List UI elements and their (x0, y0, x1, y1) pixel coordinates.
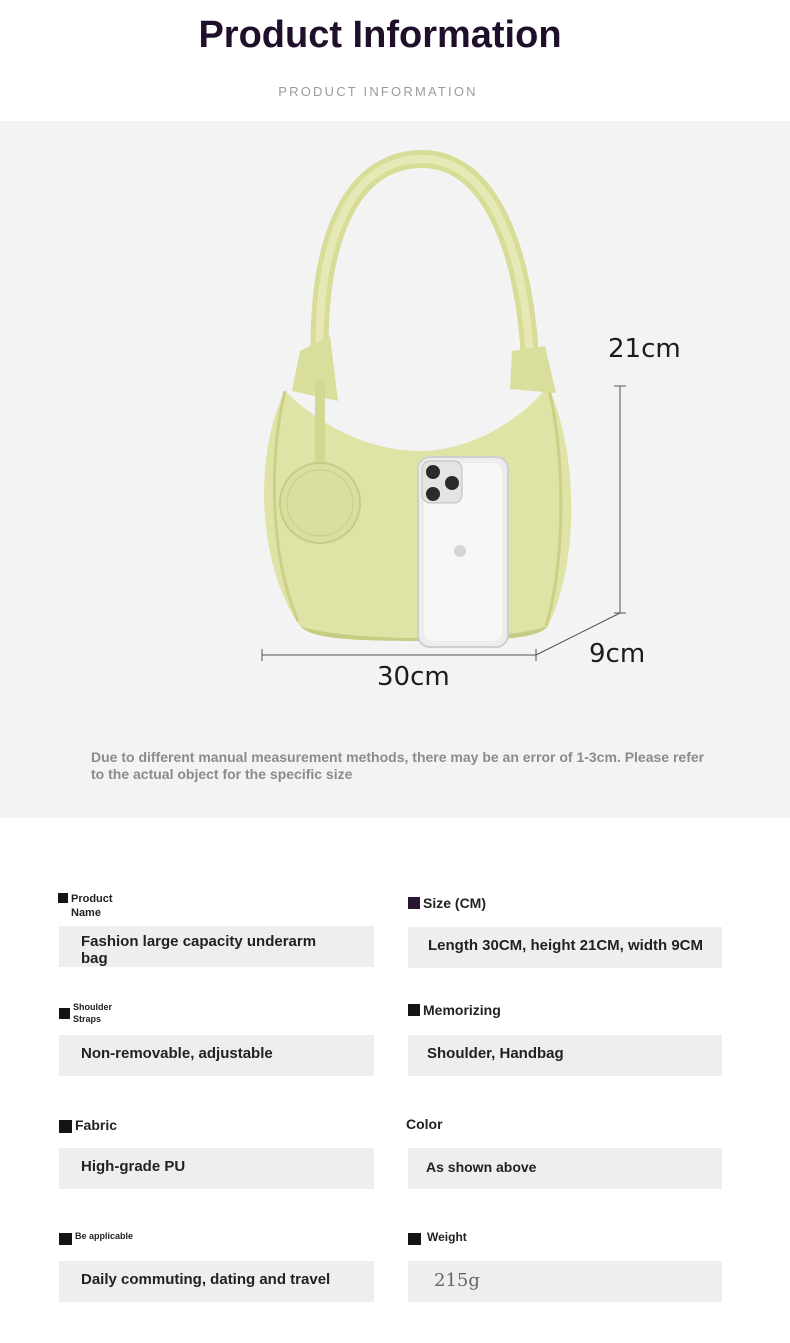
bullet-square-icon (408, 897, 420, 909)
spec-value-size: Length 30CM, height 21CM, width 9CM (408, 927, 722, 968)
bag-illustration (0, 121, 790, 818)
depth-dimension-label: 9cm (589, 639, 646, 669)
spec-label-fabric: Fabric (59, 1117, 117, 1133)
bullet-square-icon (59, 1233, 72, 1245)
product-photo (0, 121, 790, 818)
spec-value-fabric: High-grade PU (59, 1148, 374, 1189)
spec-label-memorizing: Memorizing (408, 1002, 501, 1018)
spec-label-be-applicable: Be applicable (59, 1231, 133, 1245)
page-subtitle: PRODUCT INFORMATION (278, 84, 478, 99)
bullet-square-icon (59, 1008, 70, 1019)
spec-value-be-applicable: Daily commuting, dating and travel (59, 1261, 374, 1302)
spec-value-shoulder-straps: Non-removable, adjustable (59, 1035, 374, 1076)
spec-value-color: As shown above (408, 1148, 722, 1189)
width-dimension-label: 30cm (377, 662, 450, 692)
measurement-note: Due to different manual measurement methods, there may be an error of 1-3cm. Please refer to the actual object for the specific size (91, 749, 705, 782)
spec-value-weight: 215g (408, 1261, 722, 1302)
spec-label-product-name: Product Name (58, 892, 128, 920)
height-dimension-label: 21cm (608, 334, 681, 364)
spec-label-color: Color (406, 1116, 443, 1132)
spec-label-size: Size (CM) (408, 895, 486, 911)
spec-value-memorizing: Shoulder, Handbag (408, 1035, 722, 1076)
bullet-square-icon (58, 893, 68, 903)
bullet-square-icon (408, 1004, 420, 1016)
spec-label-shoulder-straps: Shoulder Straps (59, 1001, 129, 1025)
spec-value-product-name: Fashion large capacity underarm bag (59, 926, 374, 967)
spec-label-weight: Weight (408, 1230, 467, 1245)
page-title: Product Information (198, 14, 562, 56)
bullet-square-icon (408, 1233, 421, 1245)
bullet-square-icon (59, 1120, 72, 1133)
